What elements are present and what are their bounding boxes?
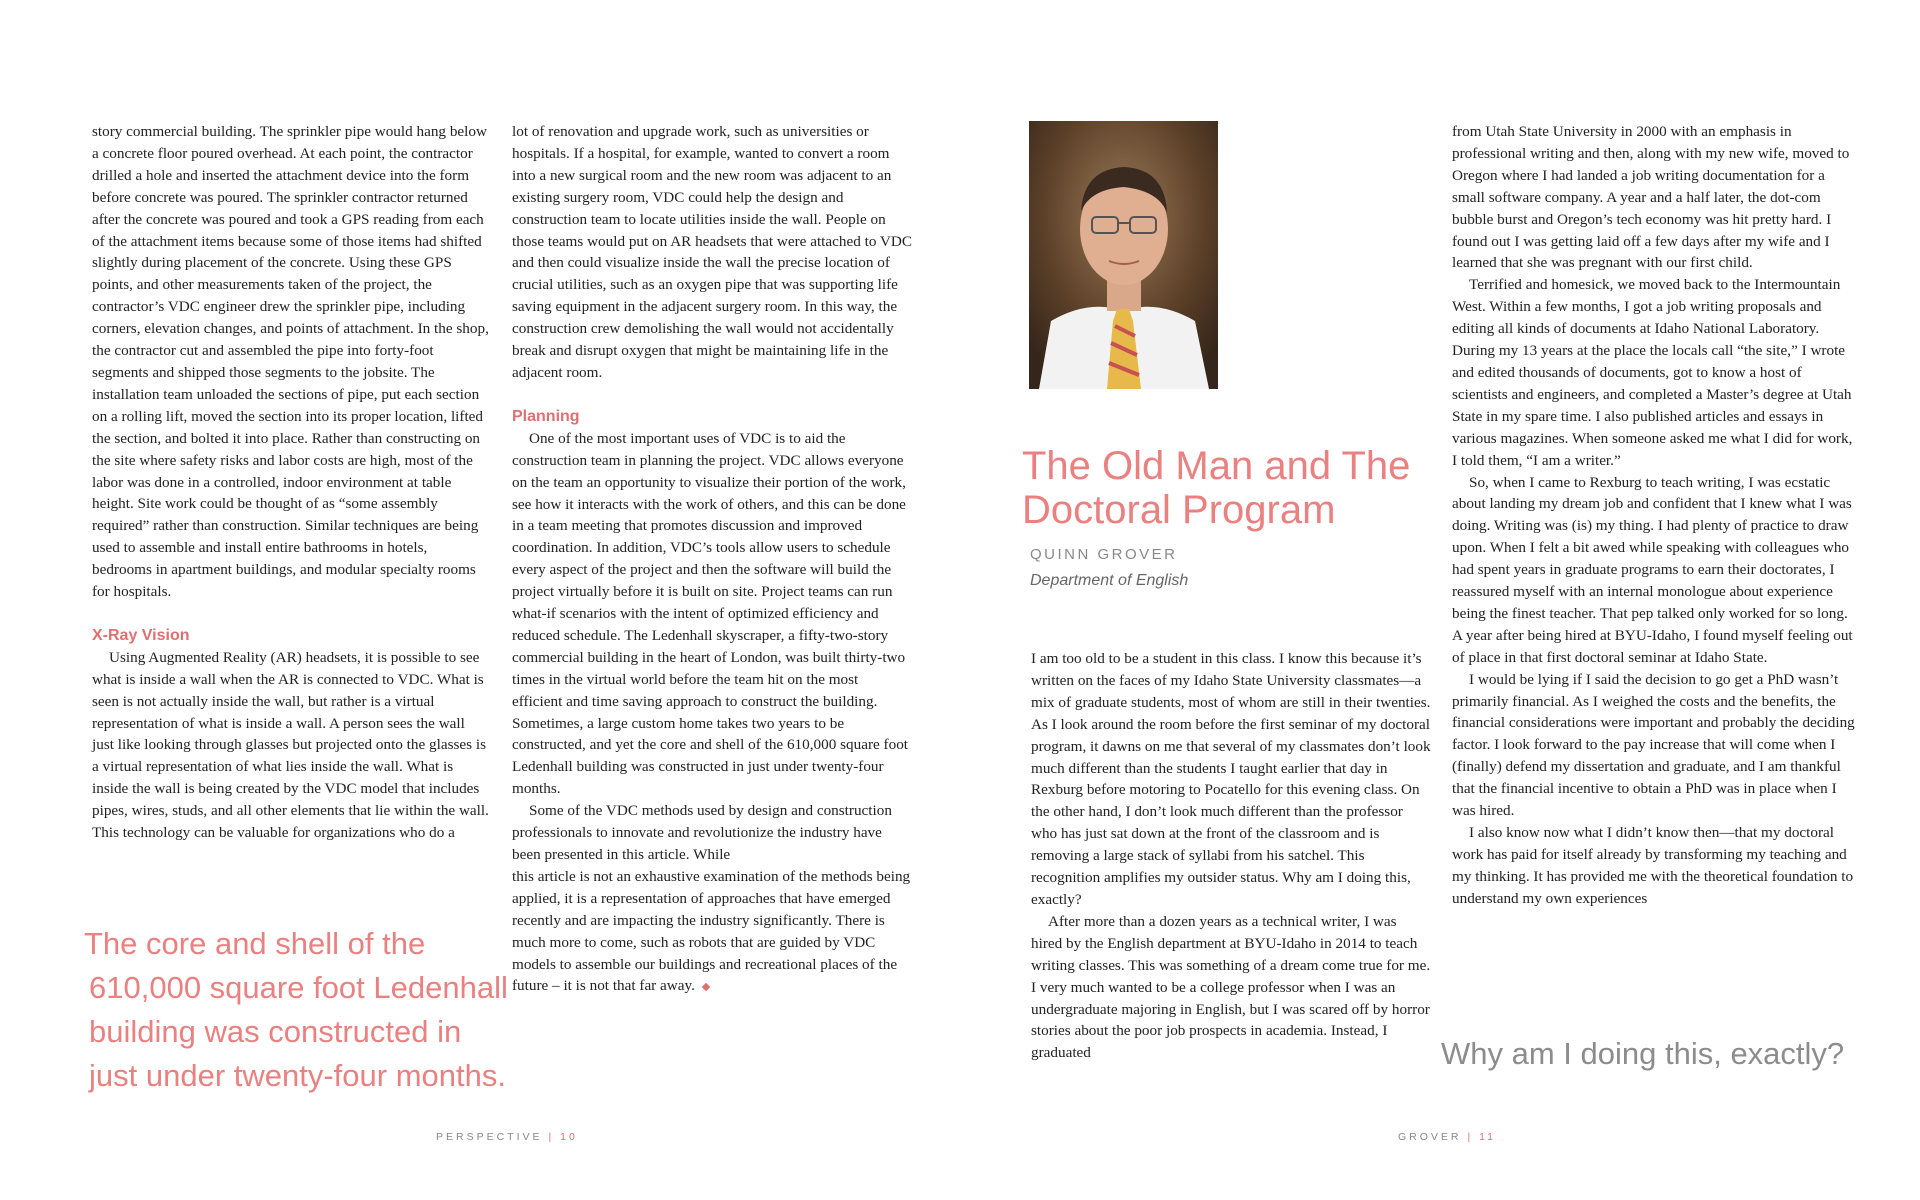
article-title [1022,444,1410,532]
page-number: 10 [560,1131,578,1143]
folio-left [436,1131,578,1143]
body-paragraph: from Utah State University in 2000 with an emphasis in professional writing and then, along with my new wife, moved to Oregon where I had landed a job writing documentation for a small software company. A year and a half later, the dot-com bubble burst and Oregon’s tech economy was hit pretty hard. I found out I was getting laid off a few days after my wife and I learned that she was pregnant with our first child. [1452,123,1850,272]
folio-right [1398,1131,1496,1143]
pull-quote-line: 610,000 square foot Ledenhall [89,970,508,1005]
body-paragraph: story commercial building. The sprinkler pipe would hang below a concrete floor poured overhead. At each point, the contractor drilled a hole and inserted the attachment device into the form before concrete was poured. The sprinkler contractor returned after the concrete was poured and took a GPS reading from each of the attachment items because some of those items had shifted slightly during placement of the concrete. Using these GPS points, and other measurements taken of the project, the contractor’s VDC engineer drew the sprinkler pipe, including corners, elevation changes, and points of attachment. In the shop, the contractor cut and assembled the pipe into forty-foot segments and shipped those segments to the jobsite. The installation team unloaded the sections of pipe, put each section on a rolling lift, moved the section into its proper location, lifted the section, and bolted it into place. Rather than constructing on the site where safety risks and labor costs are high, most of the labor was done in a controlled, indoor environment at table height. Site work could be thought of as “some assembly required” rather than construction. Similar techniques are being used to assemble and install entire bathrooms in hotels, bedrooms in apartment buildings, and modular specialty rooms for hospitals. [92,123,489,601]
body-paragraph: Terrified and homesick, we moved back to the Intermountain West. Within a few months, I got a job writing proposals and editing all kinds of documents at Idaho National Laboratory. During my 13 years at the place the locals call “the site,” I wrote and edited thousands of documents, got to know a host of scientists and engineers, and completed a Master’s degree at Utah State in my spare time. I also published articles and essays in various magazines. When someone asked me what I did for work, I told them, “I am a writer.” [1452,276,1853,469]
pull-quote [84,922,508,1098]
section-heading-xray: X-Ray Vision [92,626,190,644]
pull-quote-line: building was constructed in [89,1014,462,1049]
folio-label: PERSPECTIVE [436,1131,543,1143]
body-paragraph: After more than a dozen years as a technical writer, I was hired by the English department at BYU-Idaho in 2014 to teach writing classes. This was something of a dream come true for me. I very much wanted to be a college professor when I was an undergraduate majoring in English, but I was scared off by horror stories about the poor job prospects in academia. Instead, I graduated [1031,912,1431,1062]
pull-quote-2: Why am I doing this, exactly? [1441,1036,1845,1071]
article-title-line: The Old Man and The [1022,444,1411,488]
body-paragraph: I also know now what I didn’t know then—that my doctoral work has paid for itself already by transforming my teaching and my thinking. It has provided me with the theoretical foundation to understand my own experiences [1452,824,1854,907]
body-paragraph-indented [512,866,912,997]
body-paragraph: So, when I came to Rexburg to teach writing, I was ecstatic about landing my dream job and confident that I knew what I was doing. Writing was (is) my thing. I had plenty of practice to draw upon. When I felt a bit awed while speaking with colleagues who had spent years in graduate programs to earn their doctorates, I reassured myself with an internal monologue about experience being the finest teacher. That pep talked only worked for so long. A year after being hired at BYU-Idaho, I found myself feeling out of place in that first doctoral seminar at Idaho State. [1452,473,1853,666]
body-paragraph: I would be lying if I said the decision to go get a PhD wasn’t primarily financial. As I weighed the costs and the benefits, the financial considerations were important and probably the deciding factor. I look forward to the pay increase that will come when I (finally) defend my dissertation and graduate, and I am thankful that the financial incentive to obtain a PhD was in place when I was hired. [1452,670,1855,820]
article-title-line: Doctoral Program [1022,488,1336,532]
pull-quote-line: just under twenty-four months. [89,1058,506,1093]
page-number: 11 [1479,1131,1496,1143]
column-4 [1452,121,1856,910]
column-3 [1031,648,1431,1064]
author-photo [1029,121,1218,389]
folio-separator: | [548,1131,555,1143]
column-1 [92,121,490,844]
body-paragraph: lot of renovation and upgrade work, such as universities or hospitals. If a hospital, for example, wanted to convert a room into a new surgical room and the new room was adjacent to an existing surgery room, VDC could help the design and construction team to locate utilities inside the wall. People on those teams would put on AR headsets that were attached to VDC and then could visualize inside the wall the precise location of crucial utilities, such as an oxygen pipe that was supporting life saving equipment in the adjacent surgery room. In this way, the construction crew demolishing the wall would not accidentally break and disrupt oxygen that might be maintaining life in the adjacent room. [512,123,912,381]
portrait-icon [1029,121,1218,389]
folio-separator: | [1467,1131,1474,1143]
body-paragraph: Some of the VDC methods used by design and construction professionals to innovate and revolutionize the industry have been presented in this article. While [512,802,892,863]
author-department: Department of English [1030,572,1189,589]
folio-label: GROVER [1398,1131,1462,1143]
column-2 [512,121,912,997]
body-paragraph: Using Augmented Reality (AR) headsets, it is possible to see what is inside a wall when the AR is connected to VDC. What is seen is not actually inside the wall, but rather is a virtual representation of what is inside a wall. A person sees the wall just like looking through glasses but projected onto the glasses is a virtual representation of what lies inside the wall. What is inside the wall is being created by the VDC model that includes pipes, wires, studs, and all other elements that lie within the wall. This technology can be valuable for organizations who do a [92,648,489,842]
end-mark-icon [702,983,710,991]
pull-quote-line: The core and shell of the [84,926,426,961]
body-text: this article is not an exhaustive examination of the methods being applied, it is a representation of approaches that have emerged recently and are impacting the industry significantly. There is much more to come, such as robots that are guided by VDC models to assemble our buildings and recreational places of the future – it is not that far away. [512,867,911,995]
body-paragraph: I am too old to be a student in this class. I know this because it’s written on the faces of my Idaho State University classmates—a mix of graduate students, most of whom are still in their twenties. As I look around the room before the first seminar of my doctoral program, it dawns on me that several of my classmates don’t look much different than the students I taught earlier that day in Rexburg before motoring to Pocatello for this evening class. On the other hand, I don’t look much different than the professor who has just sat down at the front of the classroom and is removing a large stack of syllabi from his satchel. This recognition amplifies my outsider status. Why am I doing this, exactly? [1031,650,1431,908]
author-name: QUINN GROVER [1030,546,1178,563]
body-paragraph: One of the most important uses of VDC is to aid the construction team in planning the project. VDC allows everyone on the team an opportunity to visualize their portion of the work, see how it interacts with the work of others, and this can be done in a team meeting that promotes discussion and improved coordination. In addition, VDC’s tools allow users to schedule every aspect of the project and then the software will build the project virtually before it is built on site. Project teams can run what-if scenarios with the intent of optimized efficiency and reduced schedule. The Ledenhall skyscraper, a fifty-two-story commercial building in the heart of London, was built thirty-two times in the virtual world before the team hit on the most efficient and time saving approach to construct the building. Sometimes, a large custom home takes two years to be constructed, and yet the core and shell of the 610,000 square foot Ledenhall building was constructed in just under twenty-four months. [512,429,909,798]
section-heading-planning: Planning [512,407,580,425]
